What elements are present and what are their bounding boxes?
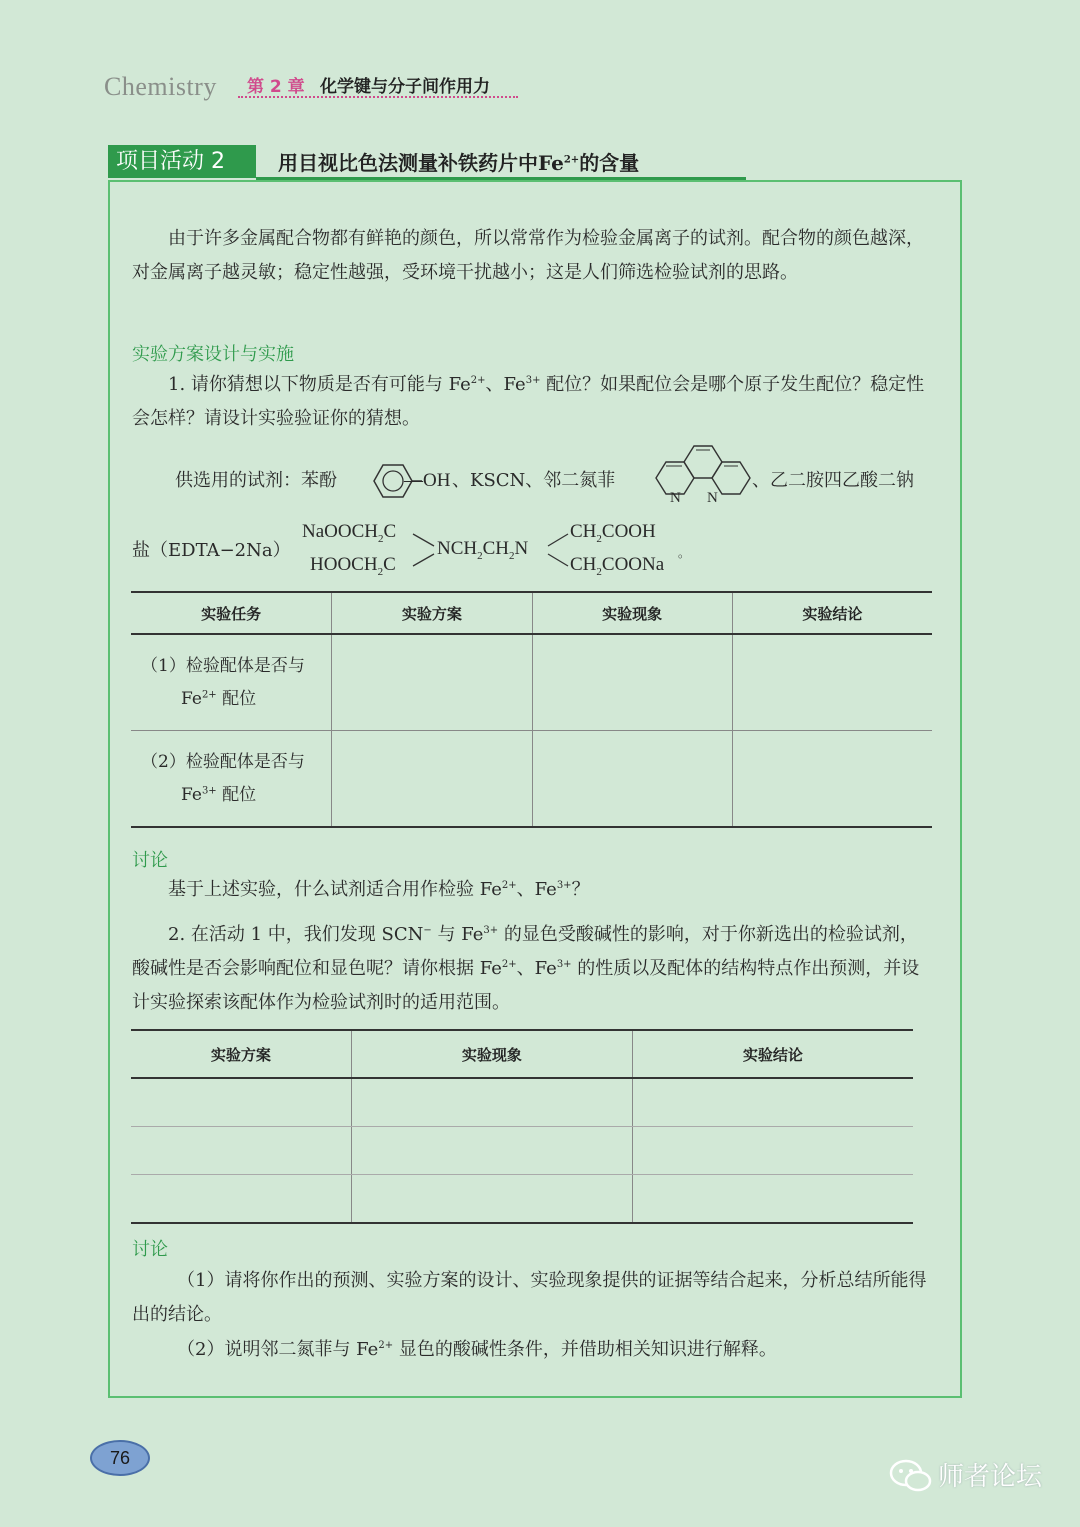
phenomenon-cell-fe2[interactable] bbox=[532, 634, 732, 731]
table-cell[interactable] bbox=[351, 1175, 632, 1224]
col-header-conclusion: 实验结论 bbox=[732, 592, 932, 634]
reagents-label: 供选用的试剂：苯酚 bbox=[175, 470, 337, 491]
header-divider bbox=[238, 96, 518, 98]
table-row bbox=[131, 1127, 913, 1175]
phenanthroline-structure bbox=[644, 440, 752, 510]
page-number: 76 bbox=[90, 1440, 150, 1476]
table-cell[interactable] bbox=[632, 1127, 913, 1175]
experiment-table-2 bbox=[131, 1029, 913, 1224]
table-cell[interactable] bbox=[351, 1078, 632, 1127]
phenol-oh: —OH bbox=[404, 470, 451, 491]
edta-top-left: NaOOCH$_2$C bbox=[302, 521, 397, 545]
table-header-row bbox=[131, 592, 932, 634]
question-2: 2. 在活动 1 中，我们发现 SCN− 与 $Fe^{3+}$ 的显色受酸碱性的影响，对于你新选出的检验试剂，酸碱性是否会影响配位和显色呢？请你根据 $Fe^{2+}$、$Fe^{3+}$ 的性质以及配体的结构特点作出预测，并设计实验探索该配体作为检验试剂时的适用范围。 bbox=[132, 924, 920, 1013]
wechat-icon bbox=[888, 1458, 934, 1494]
activity-title: 用目视比色法测量补铁药片中$Fe^{2+}$的含量 bbox=[278, 151, 640, 175]
question-1: 1. 请你猜想以下物质是否有可能与 $Fe^{2+}$、$Fe^{3+}$ 配位？如果配位会是哪个原子发生配位？稳定性会怎样？请设计实验验证你的猜想。 bbox=[132, 374, 925, 429]
phen-nitrogen-2: N bbox=[707, 490, 718, 506]
reagents-end: 、乙二胺四乙酸二钠 bbox=[752, 470, 914, 491]
edta-bottom-left: $HOOCH_2C$ bbox=[310, 554, 396, 578]
table-header-row bbox=[131, 1030, 913, 1078]
phen-nitrogen-1: N bbox=[670, 490, 681, 506]
col-header-conclusion: 实验结论 bbox=[632, 1030, 913, 1078]
edta-top-right: $CH_2COOH$ bbox=[570, 521, 656, 545]
watermark-text: 师者论坛 bbox=[938, 1462, 1043, 1492]
task-cell-fe3: （2）检验配体是否与 $Fe^{3+}$ 配位 bbox=[131, 731, 332, 828]
reagents-mid: 、KSCN、邻二氮菲 bbox=[452, 470, 616, 491]
discussion-1-text: 基于上述实验，什么试剂适合用作检验 $Fe^{2+}$、$Fe^{3+}$？ bbox=[168, 879, 590, 900]
table-cell[interactable] bbox=[131, 1175, 351, 1224]
col-header-plan: 实验方案 bbox=[131, 1030, 351, 1078]
discussion-2-item-1: （1）请将你作出的预测、实验方案的设计、实验现象提供的证据等结合起来，分析总结所能得出的结论。 bbox=[132, 1270, 927, 1325]
task-cell-fe2: （1）检验配体是否与 $Fe^{2+}$ 配位 bbox=[131, 634, 332, 731]
col-header-phenomenon: 实验现象 bbox=[351, 1030, 632, 1078]
activity-tag: 项目活动 2 bbox=[108, 145, 256, 178]
table-cell[interactable] bbox=[131, 1127, 351, 1175]
discussion-heading-2: 讨论 bbox=[132, 1239, 168, 1260]
plan-cell-fe2[interactable] bbox=[332, 634, 532, 731]
conclusion-cell-fe3[interactable] bbox=[732, 731, 932, 828]
table-cell[interactable] bbox=[632, 1078, 913, 1127]
chapter-number: 第 2 章 bbox=[247, 77, 305, 97]
edta-label: 盐（EDTA−2Na） bbox=[132, 540, 291, 561]
section-heading-design: 实验方案设计与实施 bbox=[132, 344, 294, 365]
table-row bbox=[131, 731, 932, 828]
edta-end-mark: 。 bbox=[678, 546, 691, 560]
conclusion-cell-fe2[interactable] bbox=[732, 634, 932, 731]
col-header-plan: 实验方案 bbox=[332, 592, 532, 634]
table-row bbox=[131, 1078, 913, 1127]
intro-paragraph: 由于许多金属配合物都有鲜艳的颜色，所以常常作为检验金属离子的试剂。配合物的颜色越深，对金属离子越灵敏；稳定性越强，受环境干扰越小；这是人们筛选检验试剂的思路。 bbox=[132, 228, 924, 283]
discussion-heading-1: 讨论 bbox=[132, 850, 168, 871]
brand-title: Chemistry bbox=[104, 72, 217, 101]
activity-title-underline bbox=[256, 177, 746, 180]
edta-middle: $NCH_2CH_2N$ bbox=[437, 538, 529, 562]
edta-left-bonds bbox=[410, 530, 440, 570]
col-header-phenomenon: 实验现象 bbox=[532, 592, 732, 634]
table-cell[interactable] bbox=[351, 1127, 632, 1175]
plan-cell-fe3[interactable] bbox=[332, 731, 532, 828]
table-cell[interactable] bbox=[131, 1078, 351, 1127]
table-row bbox=[131, 1175, 913, 1224]
phenomenon-cell-fe3[interactable] bbox=[532, 731, 732, 828]
discussion-2-item-2: （2）说明邻二氮菲与 $Fe^{2+}$ 显色的酸碱性条件，并借助相关知识进行解释。 bbox=[177, 1339, 777, 1360]
edta-bottom-right: $CH_2COONa$ bbox=[570, 554, 665, 578]
table-row bbox=[131, 634, 932, 731]
table-cell[interactable] bbox=[632, 1175, 913, 1224]
col-header-task: 实验任务 bbox=[131, 592, 332, 634]
chapter-title: 化学键与分子间作用力 bbox=[320, 77, 490, 97]
experiment-table-1 bbox=[131, 591, 932, 828]
